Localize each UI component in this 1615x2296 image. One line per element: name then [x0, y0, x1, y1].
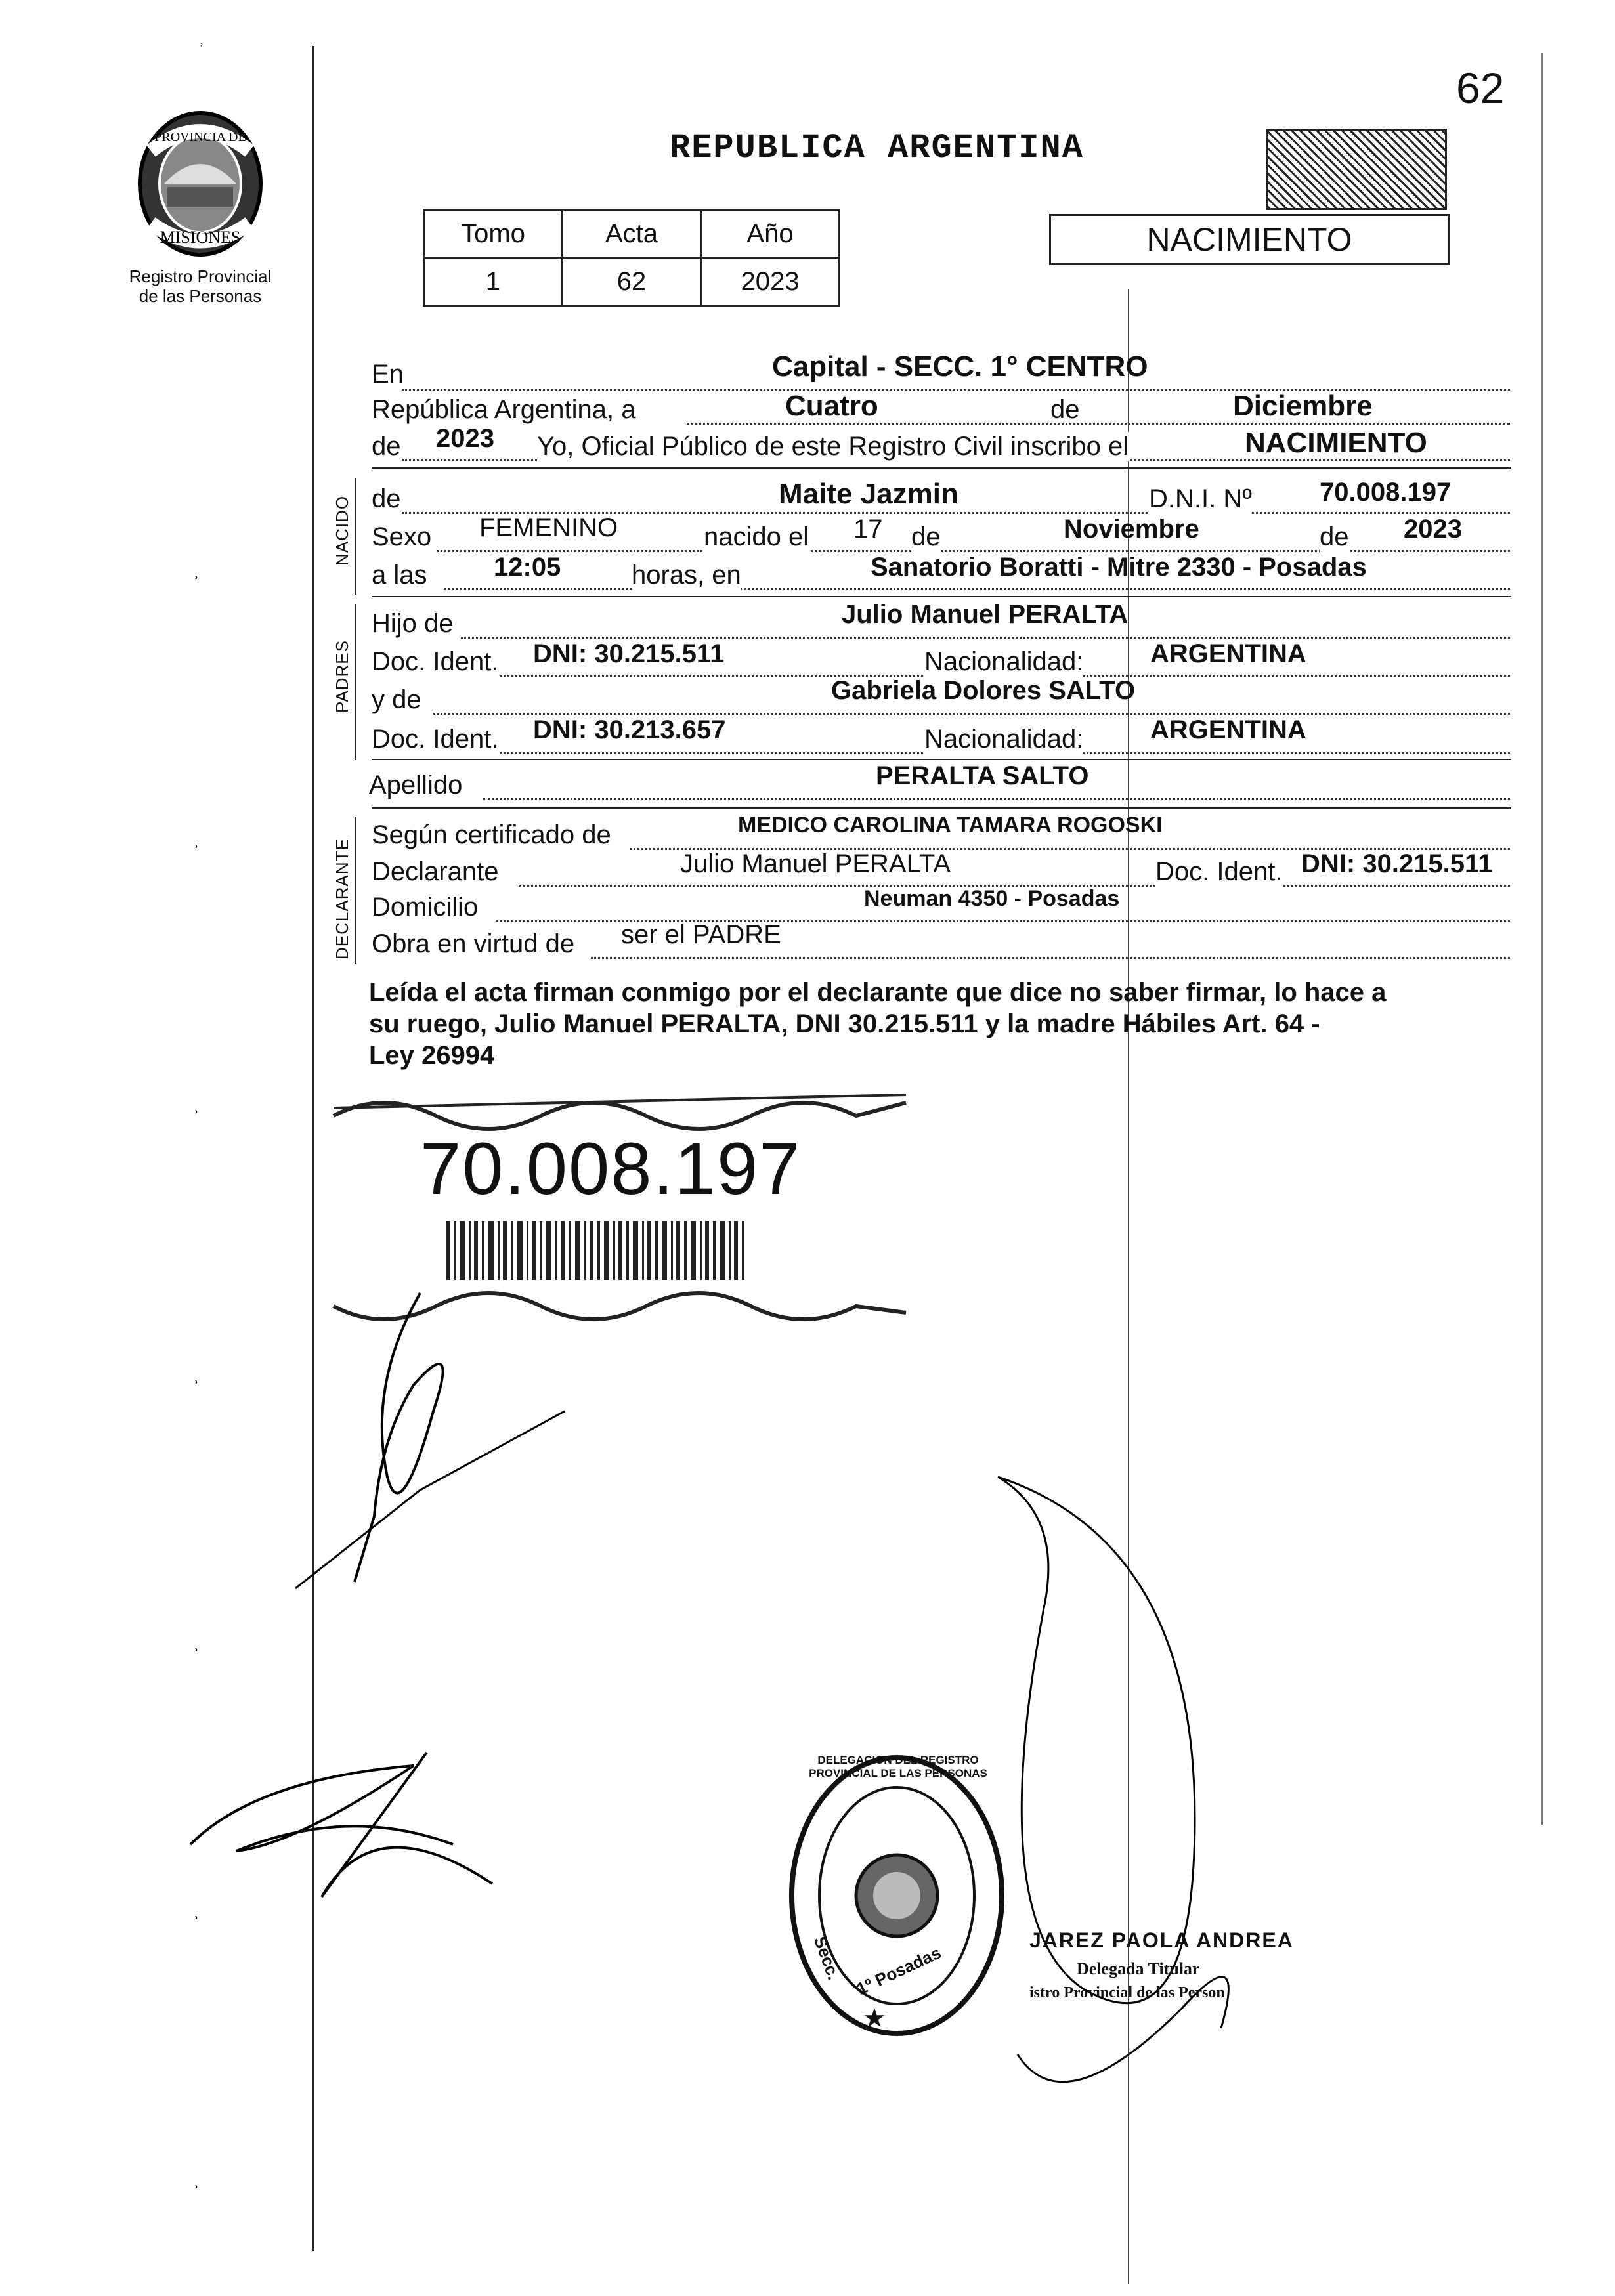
label-doc-ident-declarante: Doc. Ident.	[1155, 857, 1283, 886]
label-de2: de	[911, 522, 941, 551]
table-cell-tomo: 1	[424, 258, 563, 306]
seal-bottom-text: MISIONES	[160, 228, 241, 247]
separator-1	[372, 467, 1511, 469]
label-horas-en: horas, en	[632, 561, 741, 589]
province-seal-logo	[125, 105, 276, 276]
table-header-acta: Acta	[563, 210, 701, 258]
value-obra: ser el PADRE	[621, 920, 781, 949]
value-nombre: Maite Jazmin	[779, 478, 958, 510]
margin-tick: ˒	[193, 1368, 200, 1390]
separator-2	[372, 596, 1511, 597]
svg-text:★: ★	[863, 2004, 886, 2033]
official-stamp-name: JAREZ PAOLA ANDREA	[1029, 1928, 1294, 1952]
value-padre: Julio Manuel PERALTA	[842, 600, 1129, 629]
label-oficial: Yo, Oficial Público de este Registro Civil inscribo el	[537, 432, 1129, 461]
hologram-stamp	[1266, 129, 1447, 210]
closing-line-3: Ley 26994	[369, 1041, 495, 1070]
value-mes-nac: Noviembre	[1064, 515, 1199, 543]
signature-declarante	[289, 1280, 591, 1595]
value-dia: Cuatro	[785, 390, 878, 422]
margin-tick: ˒	[193, 832, 200, 854]
side-label-declarante: DECLARANTE	[332, 838, 352, 960]
closing-line-1: Leída el acta firman conmigo por el declarante que dice no saber firmar, lo hace a	[369, 978, 1387, 1007]
value-anio-nac: 2023	[1404, 515, 1462, 543]
value-declarante-doc: DNI: 30.215.511	[1301, 849, 1493, 878]
dni-stamp-number: 70.008.197	[420, 1128, 802, 1210]
seal-ring-text: DELEGACION DEL REGISTRO PROVINCIAL DE LAS PERSONAS	[809, 1754, 987, 1779]
signature-official	[972, 1464, 1274, 2133]
label-obra: Obra en virtud de	[372, 929, 575, 958]
label-nacionalidad-padre: Nacionalidad:	[924, 647, 1084, 676]
label-nacido-el: nacido el	[704, 522, 809, 551]
table-header-anio: Año	[701, 210, 840, 258]
page-title: REPUBLICA ARGENTINA	[670, 129, 1084, 167]
table-header-tomo: Tomo	[424, 210, 563, 258]
label-doc-ident-padre: Doc. Ident.	[372, 647, 499, 676]
value-apellido: PERALTA SALTO	[876, 761, 1089, 790]
record-type-box	[1049, 214, 1450, 265]
label-segun: Según certificado de	[372, 820, 611, 849]
label-en: En	[372, 360, 404, 389]
label-a-las: a las	[372, 561, 427, 589]
label-de-name: de	[372, 484, 401, 513]
nacido-bracket	[355, 478, 356, 595]
official-round-seal	[785, 1751, 1008, 2040]
margin-tick: ˒	[193, 563, 200, 585]
official-name-stamp	[1029, 1928, 1331, 2002]
margin-tick: ˒	[193, 1903, 200, 1925]
value-lugar: Capital - SECC. 1° CENTRO	[772, 351, 1148, 383]
label-de1: de	[1050, 395, 1080, 424]
separator-4	[372, 807, 1511, 809]
official-stamp-registry: istro Provincial de las Person	[1029, 1984, 1225, 2001]
value-madre: Gabriela Dolores SALTO	[831, 676, 1136, 705]
label-hijo-de: Hijo de	[372, 609, 454, 638]
margin-tick: ˒	[193, 1636, 200, 1657]
closing-paragraph	[369, 977, 1524, 1071]
table-cell-acta: 62	[563, 258, 701, 306]
label-y-de: y de	[372, 685, 421, 714]
value-mes: Diciembre	[1233, 390, 1373, 422]
declarante-bracket	[355, 817, 356, 964]
value-madre-doc: DNI: 30.213.657	[533, 715, 726, 744]
value-padre-doc: DNI: 30.215.511	[533, 639, 725, 668]
value-dia-nac: 17	[853, 515, 883, 543]
value-tipo: NACIMIENTO	[1245, 427, 1427, 459]
side-label-nacido: NACIDO	[332, 495, 352, 566]
value-padre-nac: ARGENTINA	[1150, 639, 1306, 668]
value-domicilio: Neuman 4350 - Posadas	[864, 886, 1120, 911]
label-domicilio: Domicilio	[372, 893, 479, 922]
label-doc-ident-madre: Doc. Ident.	[372, 725, 499, 754]
label-apellido: Apellido	[369, 771, 463, 799]
table-cell-anio: 2023	[701, 258, 840, 306]
page-number: 62	[1456, 64, 1505, 112]
value-hora: 12:05	[494, 553, 561, 582]
margin-tick: ˒	[193, 2173, 200, 2194]
registry-name-line2: de las Personas	[139, 286, 262, 306]
signature-left	[177, 1726, 519, 1923]
label-sexo: Sexo	[372, 522, 432, 551]
value-dni: 70.008.197	[1320, 478, 1452, 507]
value-anio: 2023	[436, 424, 494, 453]
right-margin-line	[1541, 53, 1543, 1825]
value-declarante: Julio Manuel PERALTA	[680, 849, 951, 878]
label-dni: D.N.I. Nº	[1149, 484, 1252, 513]
margin-tick: ˒	[198, 30, 205, 52]
seal-top-text: PROVINCIA DE	[154, 130, 246, 144]
side-label-padres: PADRES	[332, 640, 352, 713]
value-sexo: FEMENINO	[479, 513, 618, 542]
padres-bracket	[355, 604, 356, 760]
closing-line-2: su ruego, Julio Manuel PERALTA, DNI 30.215.511 y la madre Hábiles Art. 64 -	[369, 1010, 1320, 1038]
label-de3: de	[1320, 522, 1349, 551]
separator-3	[372, 759, 1511, 760]
official-stamp-title: Delegada Titular	[1077, 1959, 1200, 1978]
record-type-label: NACIMIENTO	[1146, 221, 1352, 258]
label-de-year: de	[372, 432, 401, 461]
seal-inner-text-1: Secc.	[809, 1934, 844, 1983]
margin-tick: ˒	[193, 1097, 200, 1119]
label-nacionalidad-madre: Nacionalidad:	[924, 725, 1084, 754]
seal-inner-text-2: 1º Posadas	[853, 1942, 944, 1999]
label-republica: República Argentina, a	[372, 395, 636, 424]
registry-name-line1: Registro Provincial	[129, 266, 272, 286]
value-certificado: MEDICO CAROLINA TAMARA ROGOSKI	[738, 813, 1163, 838]
value-madre-nac: ARGENTINA	[1150, 715, 1306, 744]
label-declarante: Declarante	[372, 857, 499, 886]
value-lugar-nac: Sanatorio Boratti - Mitre 2330 - Posadas	[871, 553, 1367, 582]
acta-table	[423, 209, 840, 307]
